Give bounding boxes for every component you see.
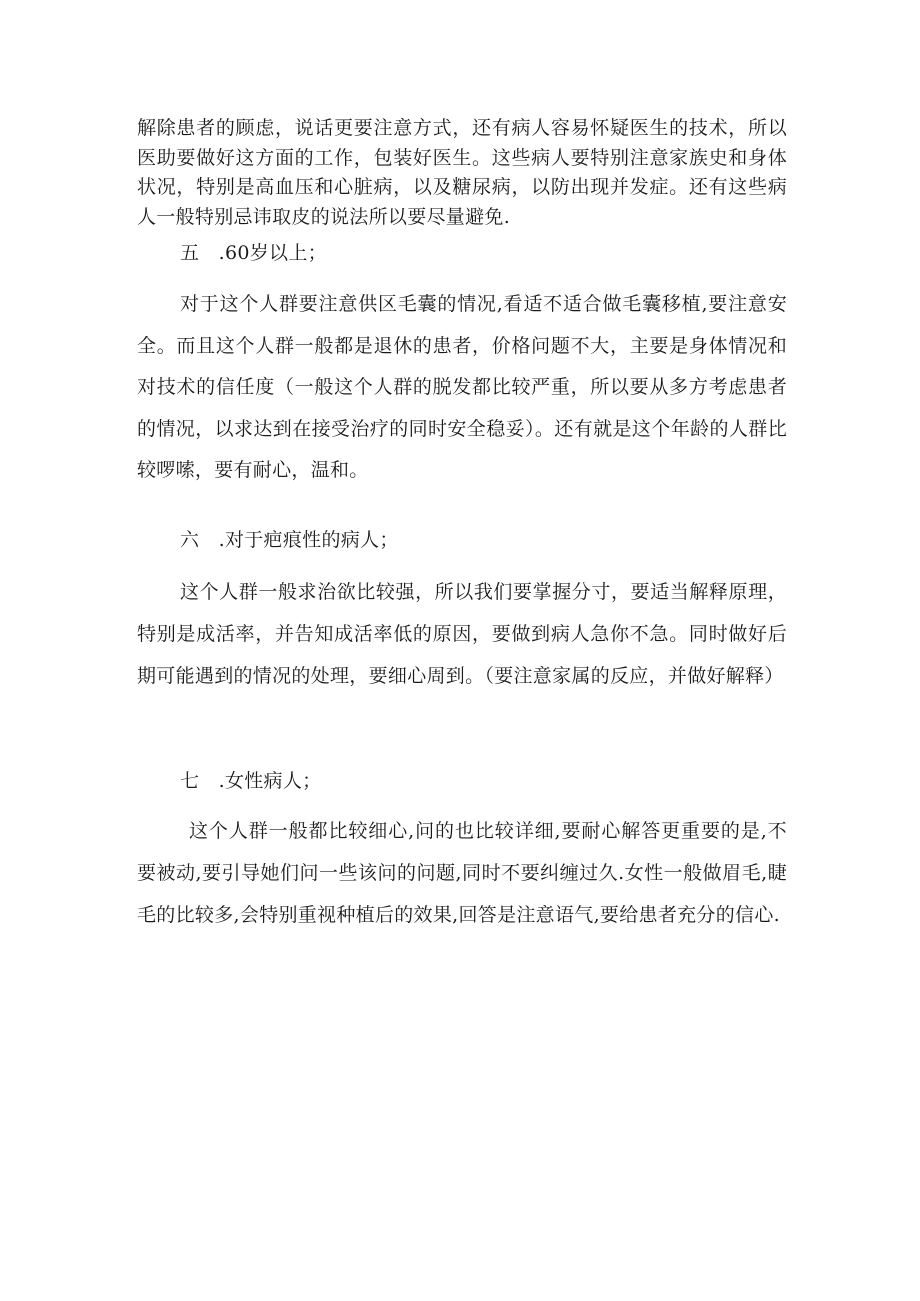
section-body-seven: 这个人群一般都比较细心,问的也比较详细,要耐心解答更重要的是,不要被动,要引导她们问一些该问的问题,同时不要纠缠过久.女性一般做眉毛,睫毛的比较多,会特别重视种植后的效果,回答是注意语气,要给患者充分的信心. (137, 820, 787, 926)
section-heading-five: 五 .60岁以上； (180, 242, 327, 264)
section-body-five: 对于这个人群要注意供区毛囊的情况,看适不适合做毛囊移植,要注意安全。而且这个人群一般都是退休的患者，价格问题不大，主要是身体情况和对技术的信任度（一般这个人群的脱发都比较严重，所以要从多方考虑患者的情况，以求达到在接受治疗的同时安全稳妥）。还有就是这个年龄的人群比较啰嗦，要有耐心，温和。 (137, 293, 787, 481)
section-body-six: 这个人群一般求治欲比较强，所以我们要掌握分寸，要适当解释原理，特别是成活率，并告知成活率低的原因，要做到病人急你不急。同时做好后期可能遇到的情况的处理，要细心周到。（要注意家属的反应，并做好解释） (137, 581, 787, 687)
section-heading-six: 六 .对于疤痕性的病人； (180, 529, 399, 551)
section-heading-seven: 七 .女性病人； (180, 770, 322, 792)
intro-paragraph: 解除患者的顾虑，说话更要注意方式，还有病人容易怀疑医生的技术，所以医助要做好这方面的工作，包装好医生。这些病人要特别注意家族史和身体状况，特别是高血压和心脏病，以及糖尿病，以防出现并发症。还有这些病人一般特别忌讳取皮的说法所以要尽量避免. (137, 117, 787, 228)
